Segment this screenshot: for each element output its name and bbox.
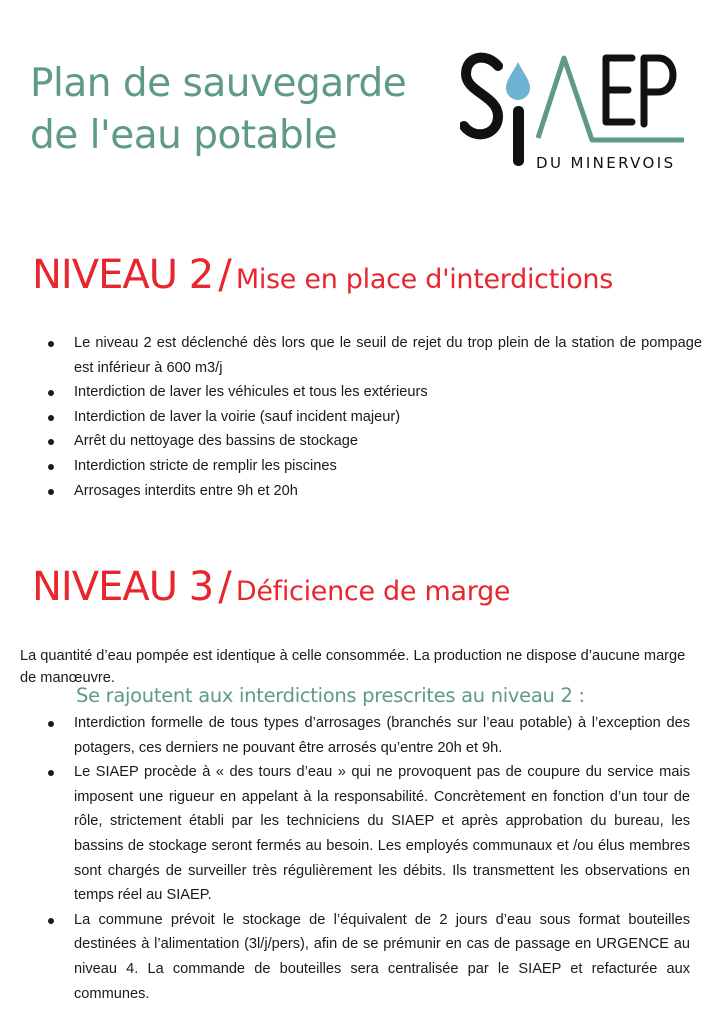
level-3-intro: La quantité d’eau pompée est identique à celle consommée. La production ne dispose d’aucune marge de manœuvre. <box>20 648 686 686</box>
title-line-2: de l'eau potable <box>30 113 338 158</box>
level-3-heading <box>32 564 510 610</box>
level-2-list <box>48 331 702 503</box>
list-item: Interdiction stricte de remplir les piscines <box>48 454 702 479</box>
level-2-number: NIVEAU 2 <box>32 252 214 298</box>
list-item: Interdiction de laver la voirie (sauf incident majeur) <box>48 405 702 430</box>
list-item: Arrêt du nettoyage des bassins de stockage <box>48 429 702 454</box>
list-item: Le SIAEP procède à « des tours d’eau » qui ne provoquent pas de coupure du service mais imposent une rigueur en appelant à la responsabilité. Concrètement en fonction d’un tour de rôle, strictement établi par les techniciens du SIAEP et après approbation du bureau, les bassins de stockage seront fermés au besoin. Les employés communaux et /ou élus membres sont chargés de surveiller très régulièrement les débits. Ils transmettent les observations en temps réel au SIAEP. <box>48 760 690 908</box>
level-3-title: Déficience de marge <box>235 576 511 607</box>
level-3-number: NIVEAU 3 <box>32 564 214 610</box>
level-3-separator: / <box>218 564 231 610</box>
document-title <box>30 58 406 162</box>
level-2-heading <box>32 252 613 298</box>
level-2-title: Mise en place d'interdictions <box>235 264 614 295</box>
list-item: Interdiction de laver les véhicules et tous les extérieurs <box>48 380 702 405</box>
siaep-logo <box>460 44 696 174</box>
list-item: Le niveau 2 est déclenché dès lors que le seuil de rejet du trop plein de la station de pompage est inférieur à 600 m3/j <box>48 331 702 380</box>
level-3-list <box>48 711 690 1006</box>
logo-subtitle: DU MINERVOIS <box>536 154 676 172</box>
list-item: Arrosages interdits entre 9h et 20h <box>48 479 702 504</box>
list-item: Interdiction formelle de tous types d’arrosages (branchés sur l’eau potable) à l’exception des potagers, ces derniers ne pouvant être arrosés qu’entre 20h et 9h. <box>48 711 690 760</box>
level-2-separator: / <box>218 252 231 298</box>
level-3-subheading: Se rajoutent aux interdictions prescrites au niveau 2 : <box>76 684 585 707</box>
title-line-1: Plan de sauvegarde <box>30 61 407 106</box>
list-item: La commune prévoit le stockage de l’équivalent de 2 jours d’eau sous format bouteilles destinées à l’alimentation (3l/j/pers), afin de se prémunir en cas de passage en URGENCE au niveau 4. La commande de bouteilles sera centralisée par le SIAEP et refacturée aux communes. <box>48 908 690 1006</box>
